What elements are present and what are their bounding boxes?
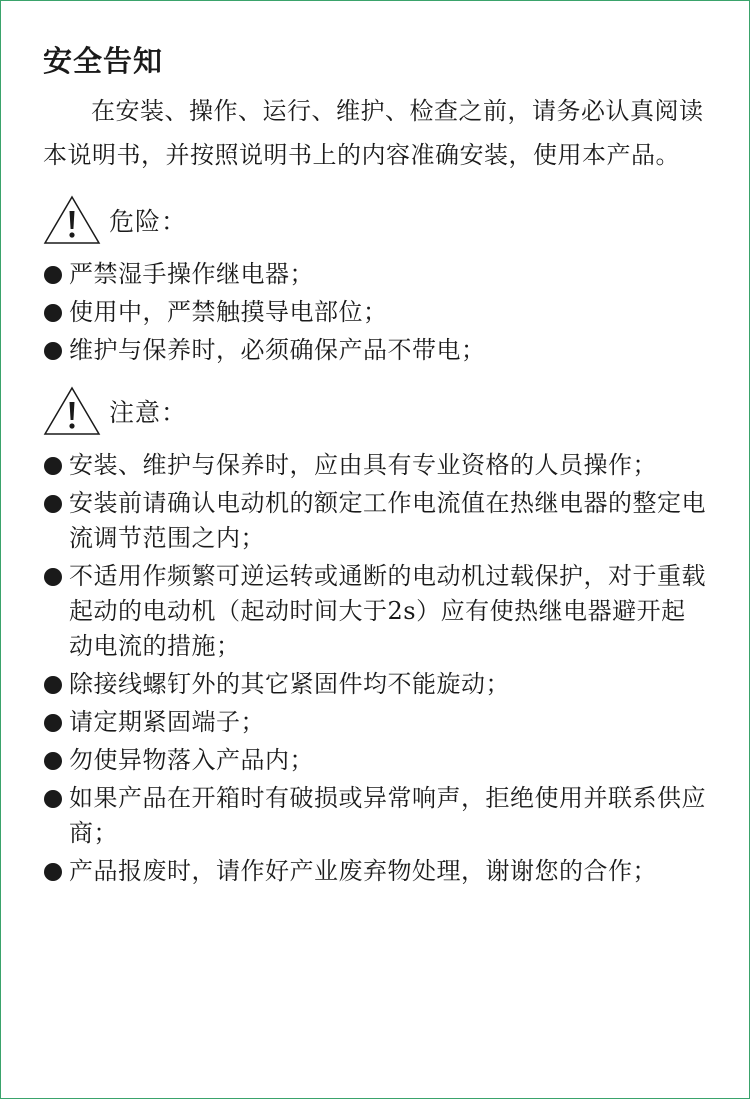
list-item: 勿使异物落入产品内； [43, 743, 709, 778]
caution-heading [43, 386, 709, 436]
warning-triangle-icon [43, 195, 101, 245]
list-item: 安装、维护与保养时，应由具有专业资格的人员操作； [43, 448, 709, 483]
danger-list [43, 257, 709, 368]
list-item: 严禁湿手操作继电器； [43, 257, 709, 292]
warning-triangle-icon [43, 386, 101, 436]
page-title: 安全告知 [43, 44, 164, 78]
list-item: 除接线螺钉外的其它紧固件均不能旋动； [43, 667, 709, 702]
intro-paragraph: 在安装、操作、运行、维护、检查之前，请务必认真阅读本说明书，并按照说明书上的内容准确安装，使用本产品。 [43, 97, 704, 169]
danger-heading [43, 195, 709, 245]
list-item: 如果产品在开箱时有破损或异常响声，拒绝使用并联系供应商； [43, 781, 709, 851]
list-item: 请定期紧固端子； [43, 705, 709, 740]
list-item: 不适用作频繁可逆运转或通断的电动机过载保护，对于重载起动的电动机（起动时间大于2s）应有使热继电器避开起动电流的措施； [43, 559, 709, 664]
list-item: 使用中，严禁触摸导电部位； [43, 295, 709, 330]
list-item: 安装前请确认电动机的额定工作电流值在热继电器的整定电流调节范围之内； [43, 486, 709, 556]
list-item: 产品报废时，请作好产业废弃物处理，谢谢您的合作； [43, 854, 709, 889]
danger-heading-text: 危险： [109, 207, 188, 236]
caution-heading-text: 注意： [109, 398, 188, 427]
list-item: 维护与保养时，必须确保产品不带电； [43, 333, 709, 368]
caution-list [43, 448, 709, 889]
